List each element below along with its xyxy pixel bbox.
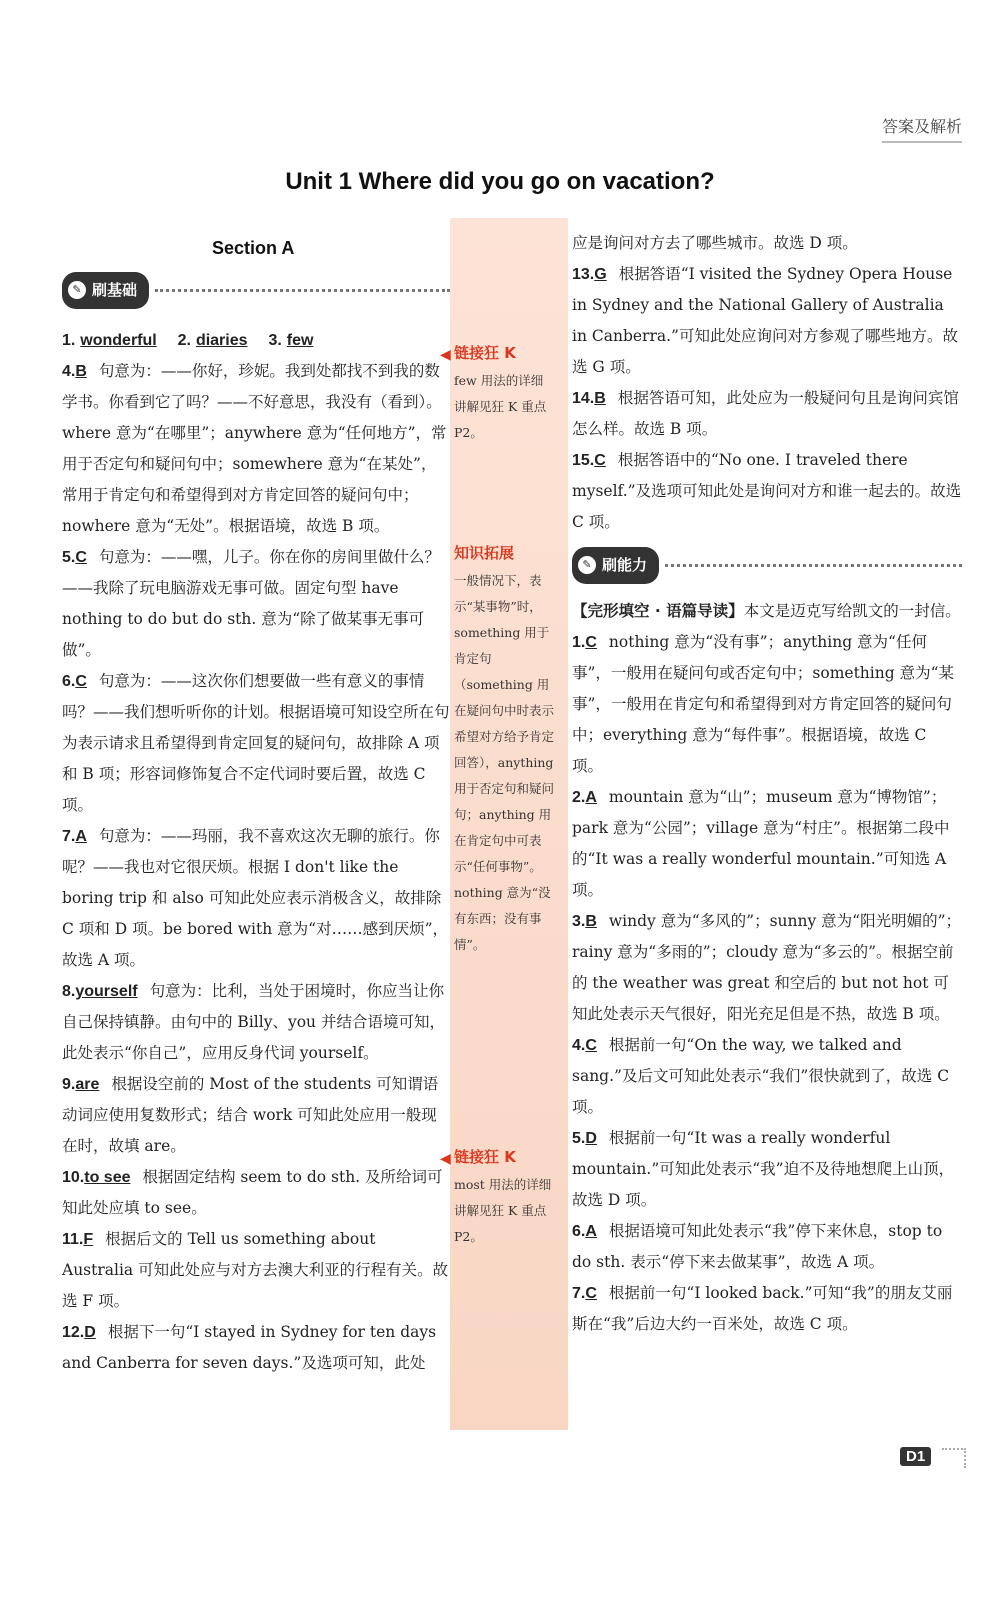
section-title: Section A (212, 238, 295, 258)
list-item: 5.D 根据前一句“It was a really wonderful mountain.”可知此处表示“我”迫不及待地想爬上山顶，故选 D 项。 (572, 1129, 955, 1209)
note-link-2 (440, 1144, 554, 1250)
page-corner-decoration (942, 1448, 966, 1468)
pencil-icon: ✎ (578, 556, 596, 574)
answer: wonderful (80, 332, 157, 349)
list-item: 15.C 根据答语中的“No one. I traveled there myself.”及选项可知此处是询问对方和谁一起去的。故选 C 项。 (572, 451, 962, 531)
fill-answers (62, 325, 450, 356)
list-item: 7.A 句意为：——玛丽，我不喜欢这次无聊的旅行。你呢？——我也对它很厌烦。根据 I don't like the boring trip 和 also 可知此处应表示消极含义，故排除 C 项和 D 项。be bored with 意为“对……感到厌烦”，故选 A 项。 (62, 827, 448, 969)
continued-text: 应是询问对方去了哪些城市。故选 D 项。 (572, 234, 858, 252)
arrow-icon: ◀ (440, 347, 451, 363)
list-item: 4.B 句意为：——你好，珍妮。我到处都找不到我的数学书。你看到它了吗？——不好意思，我没有（看到）。where 意为“在哪里”；anywhere 意为“任何地方”，常用于否定句和疑问句中；somewhere 意为“在某处”，常用于肯定句和希望得到对方肯定回答的疑问句中；nowhere 意为“无处”。根据语境，故选 B 项。 (62, 362, 447, 535)
list-item: 6.C 句意为：——这次你们想要做一些有意义的事情吗？——我们想听听你的计划。根据语境可知设空所在句为表示请求且希望得到肯定回复的疑问句，故排除 A 项和 B 项；形容词修饰复合不定代词时要后置，故选 C 项。 (62, 672, 450, 814)
note-link-1 (440, 340, 554, 446)
list-item: 6.A 根据语境可知此处表示“我”停下来休息，stop to do sth. 表示“停下来去做某事”，故选 A 项。 (572, 1222, 943, 1271)
left-column (62, 280, 450, 1379)
note-knowledge (454, 540, 554, 958)
list-item: 2.A mountain 意为“山”；museum 意为“博物馆”；park 意为“公园”；village 意为“村庄”。根据第二段中的“It was a really wonderful mountain.”可知选 A 项。 (572, 788, 950, 899)
answer: few (286, 332, 314, 349)
badge-ability (572, 548, 962, 582)
list-item: 4.C 根据前一句“On the way, we talked and sang.”及后文可知此处表示“我们”很快就到了，故选 C 项。 (572, 1036, 950, 1116)
badge-basic (62, 273, 450, 307)
item-number: 2. (177, 332, 191, 349)
page-number: D1 (900, 1447, 931, 1466)
divider (665, 564, 962, 567)
note-text: most 用法的详细讲解见狂 K 重点 P2。 (454, 1177, 552, 1244)
note-text: few 用法的详细讲解见狂 K 重点 P2。 (454, 373, 547, 440)
badge-label: 刷能力 (602, 555, 648, 574)
header-tag: 答案及解析 (882, 114, 962, 143)
item-number: 1. (62, 332, 76, 349)
cloze-intro: 【完形填空 · 语篇导读】本文是迈克写给凯文的一封信。 (572, 602, 961, 620)
page-title: Unit 1 Where did you go on vacation? (285, 168, 715, 195)
answer: diaries (195, 332, 248, 349)
list-item: 9.are 根据设空前的 Most of the students 可知谓语动词应使用复数形式；结合 work 可知此处应用一般现在时，故填 are。 (62, 1075, 439, 1155)
divider (155, 289, 450, 292)
item-number: 3. (268, 332, 282, 349)
list-item: 11.F 根据后文的 Tell us something about Australia 可知此处应与对方去澳大利亚的行程有关。故选 F 项。 (62, 1230, 449, 1310)
right-column (572, 228, 962, 1340)
list-item: 1.C nothing 意为“没有事”；anything 意为“任何事”，一般用在疑问句或否定句中；something 意为“某事”，一般用在肯定句和希望得到对方肯定回答的疑问句中；everything 意为“每件事”。根据语境，故选 C 项。 (572, 633, 955, 775)
list-item: 7.C 根据前一句“I looked back.”可知“我”的朋友艾丽斯在“我”后边大约一百米处，故选 C 项。 (572, 1284, 953, 1333)
list-item: 3.B windy 意为“多风的”；sunny 意为“阳光明媚的”；rainy 意为“多雨的”；cloudy 意为“多云的”。根据空前的 the weather was great 和空后的 but not hot 可知此处表示天气很好，阳光充足但是不热，故选 B 项。 (572, 912, 962, 1023)
note-heading: 知识拓展 (454, 544, 515, 562)
note-heading: 链接狂 K (454, 344, 516, 362)
list-item: 10.to see 根据固定结构 seem to do sth. 及所给词可知此处应填 to see。 (62, 1168, 443, 1217)
note-heading: 链接狂 K (454, 1148, 516, 1166)
list-item: 8.yourself 句意为：比利，当处于困境时，你应当让你自己保持镇静。由句中的 Billy、you 并结合语境可知，此处表示“你自己”，应用反身代词 yourself。 (62, 982, 445, 1062)
note-text: 一般情况下，表示“某事物”时，something 用于肯定句（something 用在疑问句中时表示希望对方给予肯定回答），anything 用于否定句和疑问句；anything 用在肯定句中可表示“任何事物”。nothing 意为“没有东西；没有事情”。 (454, 573, 555, 952)
list-item: 12.D 根据下一句“I stayed in Sydney for ten days and Canberra for seven days.”及选项可知，此处 (62, 1323, 437, 1372)
badge-label: 刷基础 (92, 280, 138, 299)
pencil-icon: ✎ (68, 281, 86, 299)
list-item: 5.C 句意为：——嘿，儿子。你在你的房间里做什么？——我除了玩电脑游戏无事可做。固定句型 have nothing to do but do sth. 意为“除了做某事无事可做”。 (62, 548, 440, 659)
list-item: 13.G 根据答语“I visited the Sydney Opera House in Sydney and the National Gallery of Australia in Canberra.”可知此处应询问对方参观了哪些地方。故选 G 项。 (572, 265, 958, 376)
list-item: 14.B 根据答语可知，此处应为一般疑问句且是询问宾馆怎么样。故选 B 项。 (572, 389, 959, 438)
arrow-icon: ◀ (440, 1151, 451, 1167)
